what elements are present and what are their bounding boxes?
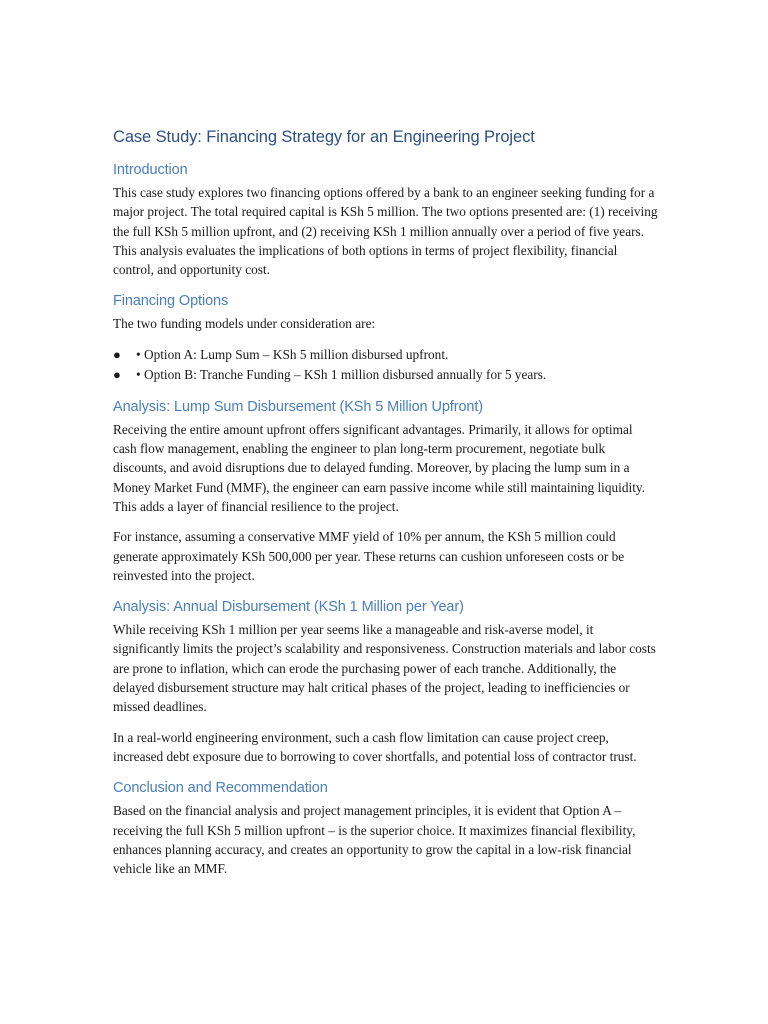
options-list xyxy=(113,345,658,385)
section-heading: Conclusion and Recommendation xyxy=(113,780,328,797)
bullet-icon: ● xyxy=(113,366,121,382)
section-heading: Financing Options xyxy=(113,293,229,310)
bullet-icon: ● xyxy=(113,346,121,362)
paragraph: For instance, assuming a conservative MMF yield of 10% per annum, the KSh 5 million could generate approximately KSh 500,000 per year. These returns can cushion unforeseen costs or be reinvested into the project. xyxy=(113,529,625,583)
paragraph: This case study explores two financing options offered by a bank to an engineer seeking funding for a major project. The total required capital is KSh 5 million. The two options presented are: (1) receiving the full KSh 5 million upfront, and (2) receiving KSh 1 million annually over a period of five years. This analysis evaluates the implications of both options in terms of project flexibility, financial control, and opportunity cost. xyxy=(113,185,658,278)
paragraph: Based on the financial analysis and project management principles, it is evident that Option A – receiving the full KSh 5 million upfront – is the superior choice. It maximizes financial flexibility, enhances planning accuracy, and creates an opportunity to grow the capital in a low-risk financial vehicle like an MMF. xyxy=(113,803,636,877)
list-item-text: • Option B: Tranche Funding – KSh 1 million disbursed annually for 5 years. xyxy=(136,366,547,382)
document-title: Case Study: Financing Strategy for an Engineering Project xyxy=(113,128,535,146)
paragraph: While receiving KSh 1 million per year seems like a manageable and risk-averse model, it significantly limits the project’s scalability and responsiveness. Construction materials and labor costs are prone to inflation, which can erode the purchasing power of each tranche. Additionally, the delayed disbursement structure may halt critical phases of the project, leading to inefficiencies or missed deadlines. xyxy=(113,622,656,715)
list-item-text: • Option A: Lump Sum – KSh 5 million disbursed upfront. xyxy=(136,346,449,362)
paragraph: Receiving the entire amount upfront offers significant advantages. Primarily, it allows for optimal cash flow management, enabling the engineer to plan long-term procurement, negotiate bulk discounts, and avoid disruptions due to delayed funding. Moreover, by placing the lump sum in a Money Market Fund (MMF), the engineer can earn passive income while still maintaining liquidity. This adds a layer of financial resilience to the project. xyxy=(113,421,646,514)
section-lump-sum-analysis xyxy=(113,397,658,585)
section-annual-analysis xyxy=(113,597,658,766)
list-item xyxy=(113,365,658,385)
section-introduction xyxy=(113,160,658,279)
section-financing-options xyxy=(113,291,658,384)
paragraph: In a real-world engineering environment, such a cash flow limitation can cause project creep, increased debt exposure due to borrowing to cover shortfalls, and potential loss of contractor trust. xyxy=(113,729,637,764)
section-heading: Introduction xyxy=(113,162,188,178)
section-conclusion xyxy=(113,778,658,878)
section-heading: Analysis: Annual Disbursement (KSh 1 Million per Year) xyxy=(113,599,464,616)
section-heading: Analysis: Lump Sum Disbursement (KSh 5 Million Upfront) xyxy=(113,398,484,415)
paragraph: The two funding models under consideration are: xyxy=(113,316,376,332)
list-item xyxy=(113,345,658,365)
